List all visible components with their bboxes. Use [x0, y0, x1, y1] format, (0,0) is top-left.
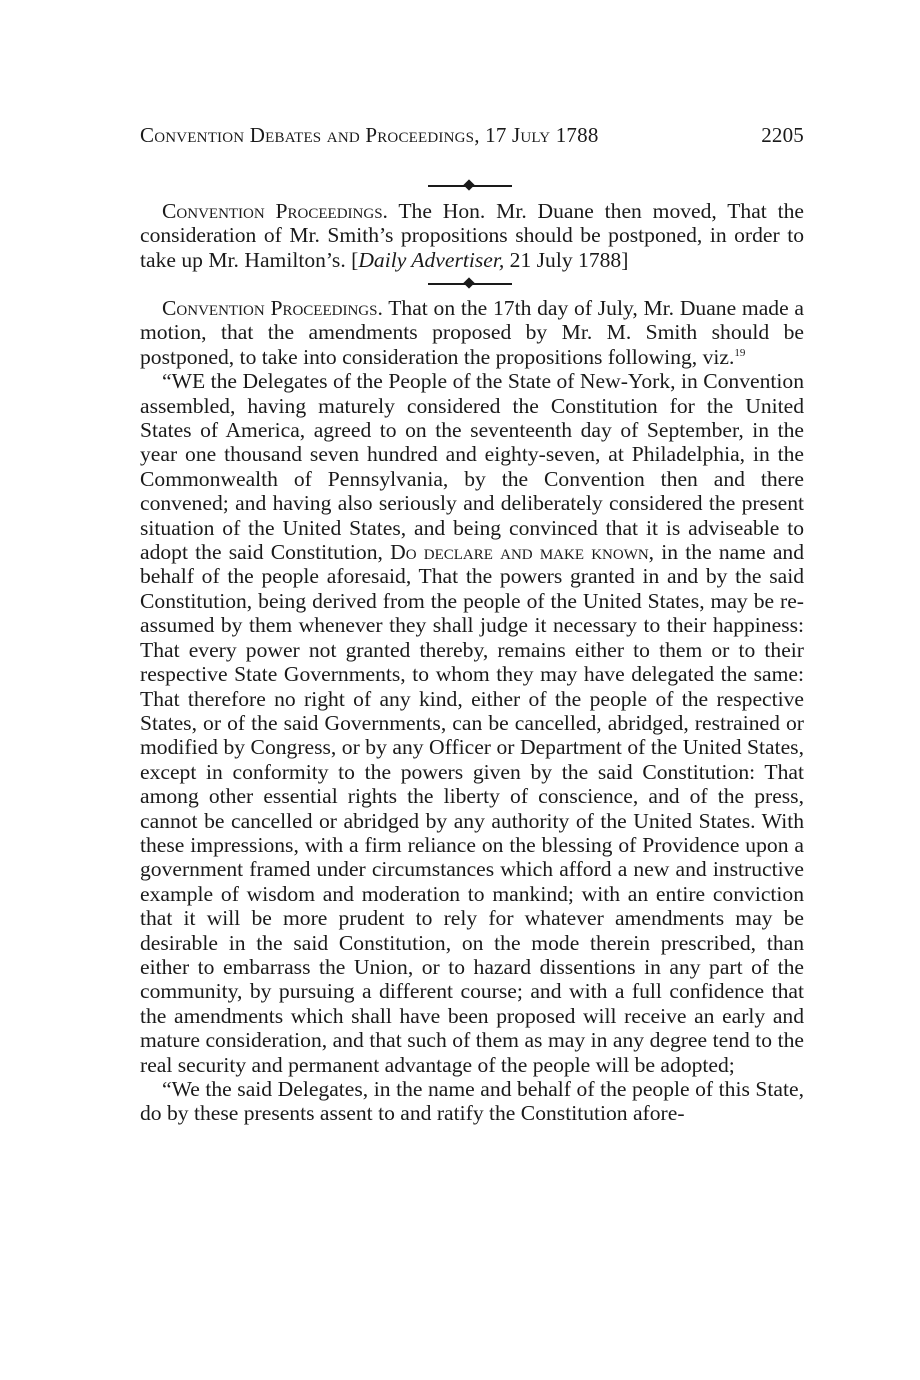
source-date: 21 July 1788] — [504, 247, 629, 272]
footnote-marker: 19 — [734, 346, 746, 359]
ratification-paragraph: “We the said Delegates, in the name and behalf of the people of this State, do by these presents assent to and ratify the Constitution afore- — [140, 1077, 804, 1126]
entry-label: Convention Proceedings. — [162, 199, 388, 223]
section-ornament — [428, 278, 512, 290]
section-ornament — [428, 180, 512, 192]
proceedings-entry-daily-advertiser — [140, 199, 804, 272]
entry-text: The Hon. Mr. Duane then moved, That the consideration of Mr. Smith’s propositions should be postponed, in order to take up Mr. Hamilton’s. [ — [140, 199, 804, 272]
source-title: Daily Advertiser, — [358, 247, 505, 272]
entry-text: That on the 17th day of July, Mr. Duane made a motion, that the amendments proposed by Mr. M. Smith should be postponed, to take into consideration the propositions following, viz. — [140, 296, 805, 369]
resolution-paragraph: “WE the Delegates of the People of the State of New-York, in Convention assembled, having maturely considered the Constitution for the United States of America, agreed to on the seventeenth day of September, in the year one thousand seven hundred and eighty-seven, at Philadelphia, in the Commonwealth of Pennsylvania, by the Convention then and there convened; and having also seriously and deliberately considered the present situation of the United States, and being convinced that it is adviseable to adopt the said Constitution, Do declare and make known, in the name and behalf of the people aforesaid, That the powers granted in and by the said Constitution, being derived from the people of the United States, may be re-assumed by them whenever they shall judge it necessary to their happiness: That every power not granted thereby, remains either to them or to their respective State Governments, to whom they may have delegated the same: That therefore no right of any kind, either of the people of the respective States, or of the said Governments, can be cancelled, abridged, restrained or modified by Congress, or by any Officer or Department of the United States, except in conformity to the powers given by the said Constitution: That among other essential rights the liberty of conscience, and of the press, cannot be cancelled or abridged by any authority of the United States. With these impressions, with a firm reliance on the blessing of Providence upon a government framed under circumstances which afford a new and instructive example of wisdom and moderation to mankind; with an entire conviction that it will be more prudent to rely for whatever amendments may be desirable in the said Constitution, on the mode therein prescribed, than either to embarrass the Union, or to hazard dissentions in any part of the community, by pursuing a different course; and with a full confidence that the amendments which shall have been proposed will receive an early and mature consideration, and that such of them as may in any degree tend to the real security and permanent advantage of the people will be adopted; — [140, 369, 805, 1077]
entry-label: Convention Proceedings. — [162, 296, 383, 320]
running-title: Convention Debates and Proceedings, 17 July 1788 — [140, 123, 599, 147]
proceedings-entry-journal — [140, 296, 804, 1126]
declaration-smallcaps: Do declare and make known, — [390, 540, 655, 565]
page-number: 2205 — [761, 123, 804, 147]
running-header — [140, 122, 804, 148]
